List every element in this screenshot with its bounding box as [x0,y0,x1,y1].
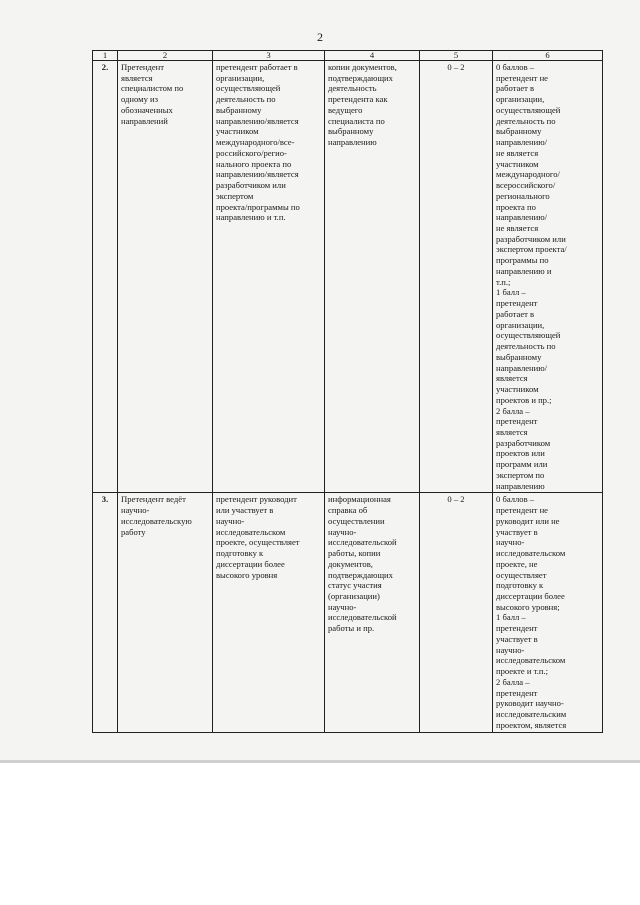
table-header-row [93,51,603,61]
scan-edge [0,760,640,763]
scoring-cell: 0 баллов – претендент не работает в организации, осуществляющей деятельность по выбранному направлению/ не является участником международного/ всероссийского/ регионального проекта по направлению/ не является разработчиком или экспертом проекта/ программы по направлению и т.п.; 1 балл – претендент работает в организации, осуществляющей деятельность по выбранному направлению/ является участником проектов и пр.; 2 балла – претендент является разработчиком проектов или программ или экспертом по направлению [493,61,603,493]
documents-cell: информационная справка об осуществлении научно- исследовательской работы, копии документов, подтверждающих статус участия (организации) научно- исследовательской работы и пр. [325,493,420,732]
table-row [93,493,603,732]
column-number-2: 2 [118,51,213,61]
description-cell: претендент руководит или участвует в научно- исследовательском проекте, осуществляет подготовку к диссертации более высокого уровня [213,493,325,732]
scoring-cell: 0 баллов – претендент не руководит или не участвует в научно- исследовательском проекте, не осуществляет подготовку к диссертации более высокого уровня; 1 балл – претендент участвует в научно- исследовательском проекте и т.п.; 2 балла – претендент руководит научно- исследовательским проектом, является [493,493,603,732]
documents-cell: копии документов, подтверждающих деятельность претендента как ведущего специалиста по выбранному направлению [325,61,420,493]
column-number-3: 3 [213,51,325,61]
description-cell: претендент работает в организации, осуществляющей деятельность по выбранному направлению/является участником международного/все- российского/регио- нального проекта по направлению/является разработчиком или экспертом проекта/программы по направлению и т.п. [213,61,325,493]
score-range-cell: 0 – 2 [420,61,493,493]
table-row [93,61,603,493]
row-number: 3. [93,493,118,732]
column-number-1: 1 [93,51,118,61]
criterion-cell: Претендент ведёт научно- исследовательскую работу [118,493,213,732]
score-range-cell: 0 – 2 [420,493,493,732]
column-number-4: 4 [325,51,420,61]
row-number: 2. [93,61,118,493]
column-number-6: 6 [493,51,603,61]
column-number-5: 5 [420,51,493,61]
criteria-table [92,50,603,733]
criterion-cell: Претендент является специалистом по одному из обозначенных направлений [118,61,213,493]
page-number: 2 [317,30,323,44]
